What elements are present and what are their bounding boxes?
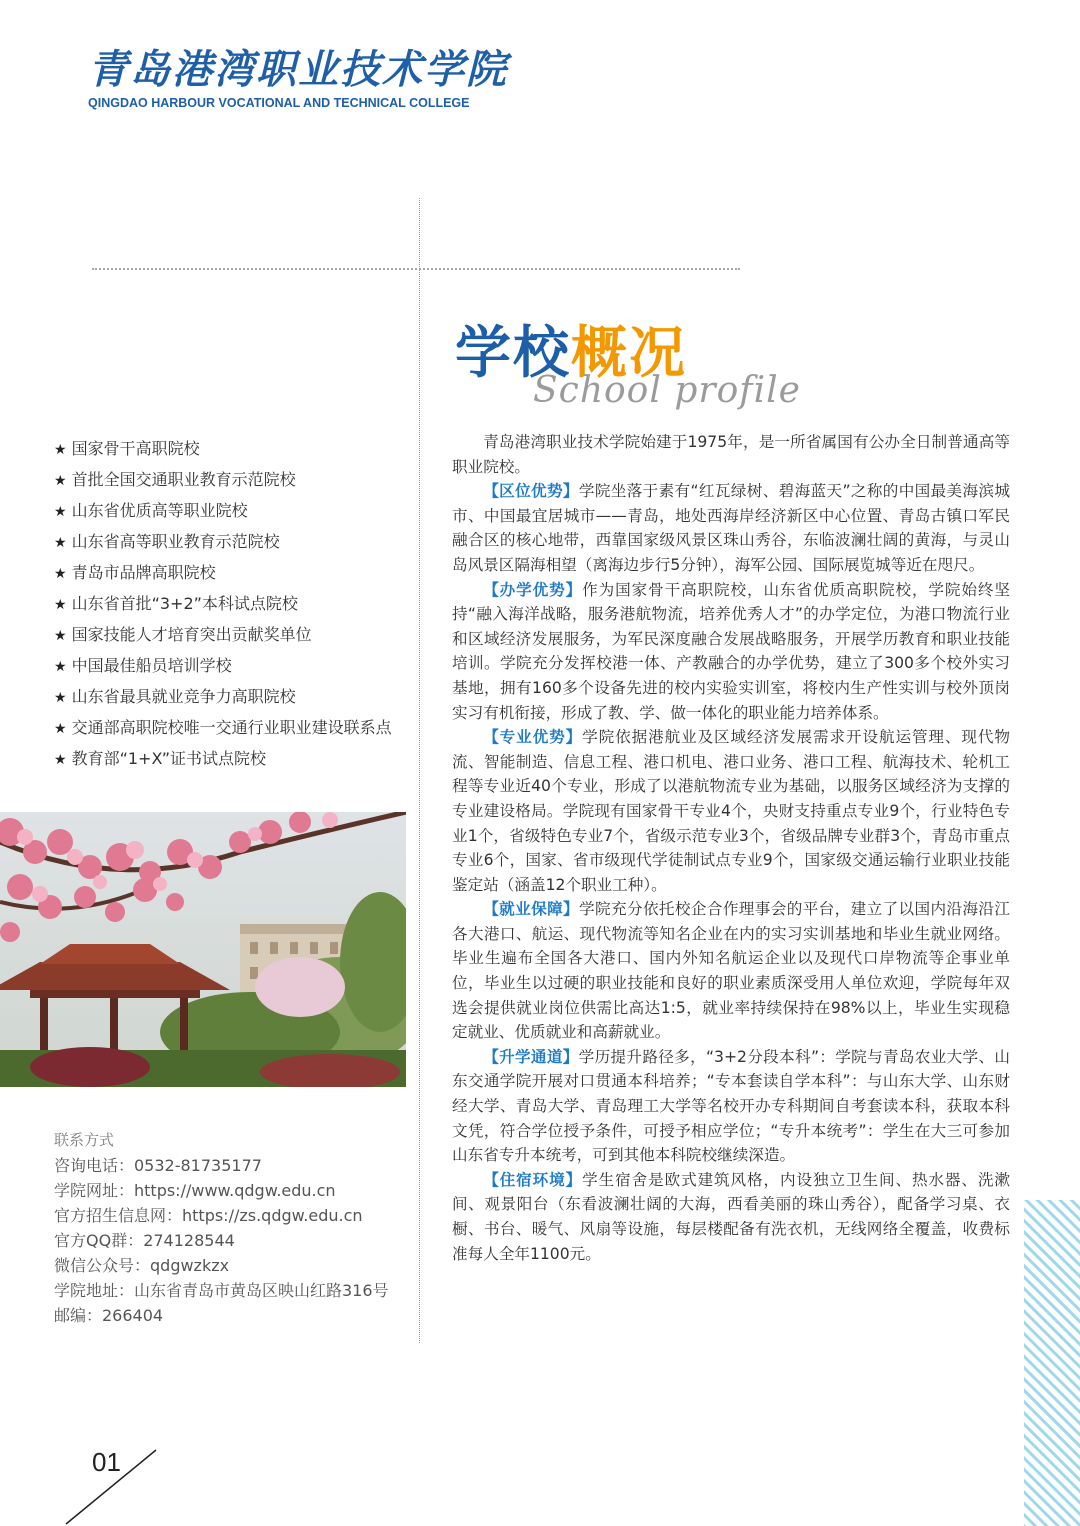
star-icon: ★ xyxy=(54,473,67,489)
stripe-decoration xyxy=(1024,1200,1080,1526)
star-icon: ★ xyxy=(54,442,67,458)
honor-item: ★ 国家技能人才培育突出贡献奖单位 xyxy=(54,625,312,644)
section-title xyxy=(455,321,801,418)
honor-item: ★ 国家骨干高职院校 xyxy=(54,439,200,458)
contact-admission-site: 官方招生信息网：https://zs.qdgw.edu.cn xyxy=(54,1206,363,1225)
section-heading: 【办学优势】 xyxy=(483,580,583,599)
star-icon: ★ xyxy=(54,752,67,768)
section-paragraph xyxy=(452,725,1010,897)
honor-item: ★ 青岛市品牌高职院校 xyxy=(54,563,216,582)
section-heading: 【区位优势】 xyxy=(483,482,579,501)
logo-english-name: QINGDAO HARBOUR VOCATIONAL AND TECHNICAL COLLEGE xyxy=(88,96,470,110)
section-text: 学院坐落于素有“红瓦绿树、碧海蓝天”之称的中国最美海滨城市、中国最宜居城市——青岛，地处西海岸经济新区中心位置、青岛古镇口军民融合区的核心地带，西靠国家级风景区珠山秀谷，东临波澜壮阔的黄海，与灵山岛风景区隔海相望（离海边步行5分钟），海军公园、国际展览城等近在咫尺。 xyxy=(452,482,1010,574)
honor-item: ★ 中国最佳船员培训学校 xyxy=(54,656,232,675)
section-text: 学院依据港航业及区域经济发展需求开设航运管理、现代物流、智能制造、信息工程、港口机电、港口业务、港口工程、航海技术、轮机工程等专业近40个专业，形成了以港航物流专业为基础，以服务区域经济为支撑的专业建设格局。学院现有国家骨干专业4个，央财支持重点专业9个，行业特色专业1个，省级特色专业7个，省级示范专业3个，省级品牌专业群3个，青岛市重点专业6个，国家、省市级现代学徒制试点专业9个，国家级交通运输行业职业技能鉴定站（涵盖12个职业工种）。 xyxy=(452,728,1010,894)
section-paragraph xyxy=(452,578,1010,726)
contact-qq-group: 官方QQ群：274128544 xyxy=(54,1231,235,1250)
section-heading: 【就业保障】 xyxy=(483,900,580,919)
star-icon: ★ xyxy=(54,597,67,613)
contact-postcode: 邮编：266404 xyxy=(54,1306,164,1325)
honor-item: ★ 山东省首批“3+2”本科试点院校 xyxy=(54,594,298,613)
star-icon: ★ xyxy=(54,566,67,582)
star-icon: ★ xyxy=(54,721,67,737)
contact-website: 学院网址：https://www.qdgw.edu.cn xyxy=(54,1181,336,1200)
section-text: 学历提升路径多，“3+2分段本科”：学院与青岛农业大学、山东交通学院开展对口贯通本科培养；“专本套读自学本科”：与山东大学、山东财经大学、青岛大学、青岛理工大学等名校开办专科期间自考套读本科，获取本科文凭，符合学位授予条件，可授予相应学位；“专升本统考”：学生在大三可参加山东省专升本统考，可到其他本科院校继续深造。 xyxy=(452,1047,1010,1165)
honors-list xyxy=(54,434,392,775)
college-logo xyxy=(88,46,508,110)
campus-photo xyxy=(0,812,406,1087)
campus-photo-illustration xyxy=(0,812,406,1087)
section-paragraph xyxy=(452,1168,1010,1266)
honor-item: ★ 首批全国交通职业教育示范院校 xyxy=(54,470,296,489)
section-heading: 【升学通道】 xyxy=(483,1047,579,1066)
contact-address: 学院地址：山东省青岛市黄岛区映山红路316号 xyxy=(54,1281,389,1300)
section-text: 学院充分依托校企合作理事会的平台，建立了以国内沿海沿江各大港口、航运、现代物流等知名企业在内的实习实训基地和毕业生就业网络。毕业生遍布全国各大港口、国内外知名航运企业以及现代口岸物流等企事业单位，毕业生以过硬的职业技能和良好的职业素质深受用人单位欢迎，学院每年双选会提供就业岗位供需比高达1:5，就业率持续保持在98%以上，毕业生实现稳定就业、优质就业和高薪就业。 xyxy=(452,900,1010,1042)
star-icon: ★ xyxy=(54,659,67,675)
contact-wechat: 微信公众号：qdgwzkzx xyxy=(54,1256,230,1275)
section-heading: 【专业优势】 xyxy=(483,728,583,747)
honor-item: ★ 山东省优质高等职业院校 xyxy=(54,501,248,520)
title-part-1: 学校 xyxy=(455,321,571,386)
honor-item: ★ 山东省高等职业教育示范院校 xyxy=(54,532,280,551)
star-icon: ★ xyxy=(54,628,67,644)
page-number: 01 xyxy=(92,1447,121,1477)
section-text: 作为国家骨干高职院校，山东省优质高职院校，学院始终坚持“融入海洋战略，服务港航物流，培养优秀人才”的办学定位，为港口物流行业和区域经济发展服务，为军民深度融合发展战略服务，开展学历教育和职业技能培训。学院充分发挥校港一体、产教融合的办学优势，建立了300多个校外实习基地，拥有160多个设备先进的校内实验实训室，将校内生产性实训与校外顶岗实习有机衔接，形成了教、学、做一体化的职业能力培养体系。 xyxy=(452,580,1010,722)
section-paragraph xyxy=(452,897,1010,1045)
section-heading: 【住宿环境】 xyxy=(483,1170,583,1189)
section-paragraph xyxy=(452,479,1010,577)
star-icon: ★ xyxy=(54,690,67,706)
section-text: 学生宿舍是欧式建筑风格，内设独立卫生间、热水器、洗漱间、观景阳台（东看波澜壮阔的大海，西看美丽的珠山秀谷），配备学习桌、衣橱、书台、暖气、风扇等设施，每层楼配备有洗衣机，无线网络全覆盖，收费标准每人全年1100元。 xyxy=(452,1170,1010,1263)
title-english: School profile xyxy=(533,370,801,411)
horizontal-divider xyxy=(92,268,740,270)
contact-heading: 联系方式 xyxy=(54,1131,115,1149)
honor-item: ★ 交通部高职院校唯一交通行业职业建设联系点 xyxy=(54,718,392,737)
contact-phone: 咨询电话：0532-81735177 xyxy=(54,1156,262,1175)
title-part-2: 概况 xyxy=(571,321,687,386)
contact-info xyxy=(54,1128,389,1328)
section-paragraph xyxy=(452,1045,1010,1168)
star-icon: ★ xyxy=(54,504,67,520)
honor-item: ★ 山东省最具就业竞争力高职院校 xyxy=(54,687,296,706)
logo-chinese-name: 青岛港湾职业技术学院 xyxy=(88,46,508,93)
star-icon: ★ xyxy=(54,535,67,551)
profile-body xyxy=(452,430,1010,1266)
vertical-divider xyxy=(419,198,420,1343)
intro-paragraph: 青岛港湾职业技术学院始建于1975年，是一所省属国有公办全日制普通高等职业院校。 xyxy=(452,433,1010,476)
honor-item: ★ 教育部“1+X”证书试点院校 xyxy=(54,749,267,768)
